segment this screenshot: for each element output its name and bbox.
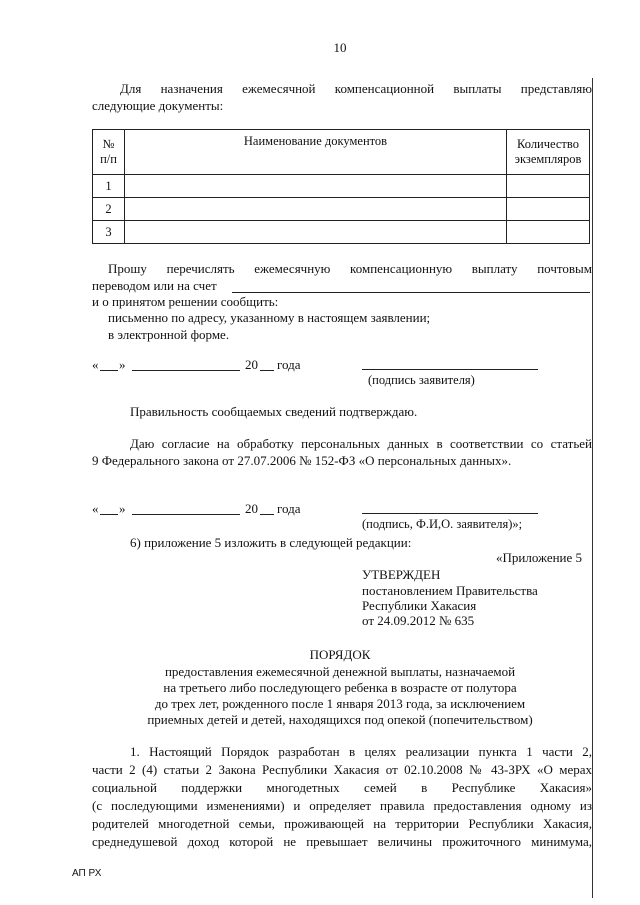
procedure-subtitle-line: предоставления ежемесячной денежной выплаты, назначаемой — [164, 664, 516, 679]
signature-field[interactable] — [362, 369, 538, 370]
right-margin-rule — [592, 78, 593, 898]
header-count — [507, 130, 590, 175]
header-number — [93, 130, 125, 175]
row-document-name[interactable] — [125, 198, 507, 221]
request-line-2: переводом или на счет — [92, 278, 217, 293]
row-document-name[interactable] — [125, 175, 507, 198]
date-close-quote: » — [119, 501, 126, 516]
header-number-line-2: п/п — [100, 152, 117, 166]
appendix-label: «Приложение 5 — [496, 550, 583, 565]
request-line-3: и о принятом решении сообщить: — [92, 294, 279, 309]
approved-line-3: от 24.09.2012 № 635 — [362, 613, 475, 628]
clause-1-line: родителей многодетной семьи, проживающей на территории Республики Хакасия, — [92, 816, 592, 831]
table-row — [93, 221, 590, 244]
clause-1-line: среднедушевой доход которой не превышает величины прожиточного минимума, — [92, 834, 592, 849]
row-count[interactable] — [507, 175, 590, 198]
row-number: 1 — [93, 175, 125, 198]
table-row — [93, 175, 590, 198]
month-field[interactable] — [132, 370, 240, 371]
year-suffix: года — [277, 501, 301, 516]
request-line-1: Прошу перечислять ежемесячную компенсационную выплату почтовым — [108, 261, 592, 276]
page-number: 10 — [333, 40, 347, 55]
approved-line-2: Республики Хакасия — [362, 598, 477, 613]
signature-caption: (подпись заявителя) — [368, 373, 475, 387]
row-count[interactable] — [507, 198, 590, 221]
appendix-instruction: 6) приложение 5 изложить в следующей редакции: — [130, 535, 412, 550]
month-field[interactable] — [132, 514, 240, 515]
day-field[interactable] — [100, 370, 118, 371]
year-field[interactable] — [260, 514, 274, 515]
date-open-quote: « — [92, 501, 99, 516]
clause-1-line: социальной поддержки многодетных семей в Республике Хакасия» — [92, 780, 592, 795]
documents-table — [92, 129, 590, 244]
approved-line-1: постановлением Правительства — [362, 583, 538, 598]
procedure-title: ПОРЯДОК — [309, 647, 371, 662]
signature-field[interactable] — [362, 513, 538, 514]
procedure-subtitle-line: приемных детей и детей, находящихся под опекой (попечительством) — [147, 712, 533, 727]
year-prefix: 20 — [245, 501, 258, 516]
consent-line-1: Даю согласие на обработку персональных данных в соответствии со статьей — [130, 436, 592, 451]
year-prefix: 20 — [245, 357, 258, 372]
header-document-name: Наименование документов — [125, 130, 507, 175]
approved-title: УТВЕРЖДЕН — [362, 567, 441, 582]
day-field[interactable] — [100, 514, 118, 515]
request-option-2: в электронной форме. — [108, 327, 230, 342]
clause-1-line: части 2 (4) статьи 2 Закона Республики Хакасия от 02.10.2008 № 43-ЗРХ «О мерах — [92, 762, 592, 777]
row-number: 2 — [93, 198, 125, 221]
header-count-line-2: экземпляров — [514, 152, 582, 166]
request-option-1: письменно по адресу, указанному в настоящем заявлении; — [108, 310, 431, 325]
confirm-text: Правильность сообщаемых сведений подтверждаю. — [130, 404, 418, 419]
clause-1-line: 1. Настоящий Порядок разработан в целях реализации пункта 1 части 2, — [130, 744, 592, 759]
row-number: 3 — [93, 221, 125, 244]
procedure-subtitle-line: на третьего либо последующего ребенка в возрасте от полутора — [163, 680, 517, 695]
date-close-quote: » — [119, 357, 126, 372]
footer-code: АП РХ — [72, 868, 102, 879]
table-header-row — [93, 130, 590, 175]
table-row — [93, 198, 590, 221]
year-field[interactable] — [260, 370, 274, 371]
row-count[interactable] — [507, 221, 590, 244]
account-field[interactable] — [232, 292, 590, 293]
intro-line-1: Для назначения ежемесячной компенсационной выплаты представляю — [120, 81, 592, 96]
row-document-name[interactable] — [125, 221, 507, 244]
year-suffix: года — [277, 357, 301, 372]
signature-caption: (подпись, Ф.И,О. заявителя)»; — [362, 517, 523, 531]
header-number-line-1: № — [102, 137, 115, 151]
header-count-line-1: Количество — [517, 137, 579, 151]
intro-line-2: следующие документы: — [92, 98, 224, 113]
consent-line-2: 9 Федерального закона от 27.07.2006 № 152-ФЗ «О персональных данных». — [92, 453, 512, 468]
procedure-subtitle-line: до трех лет, рожденного после 1 января 2013 года, за исключением — [154, 696, 526, 711]
date-open-quote: « — [92, 357, 99, 372]
clause-1-line: (с последующими изменениями) и определяет правила предоставления одному из — [92, 798, 592, 813]
